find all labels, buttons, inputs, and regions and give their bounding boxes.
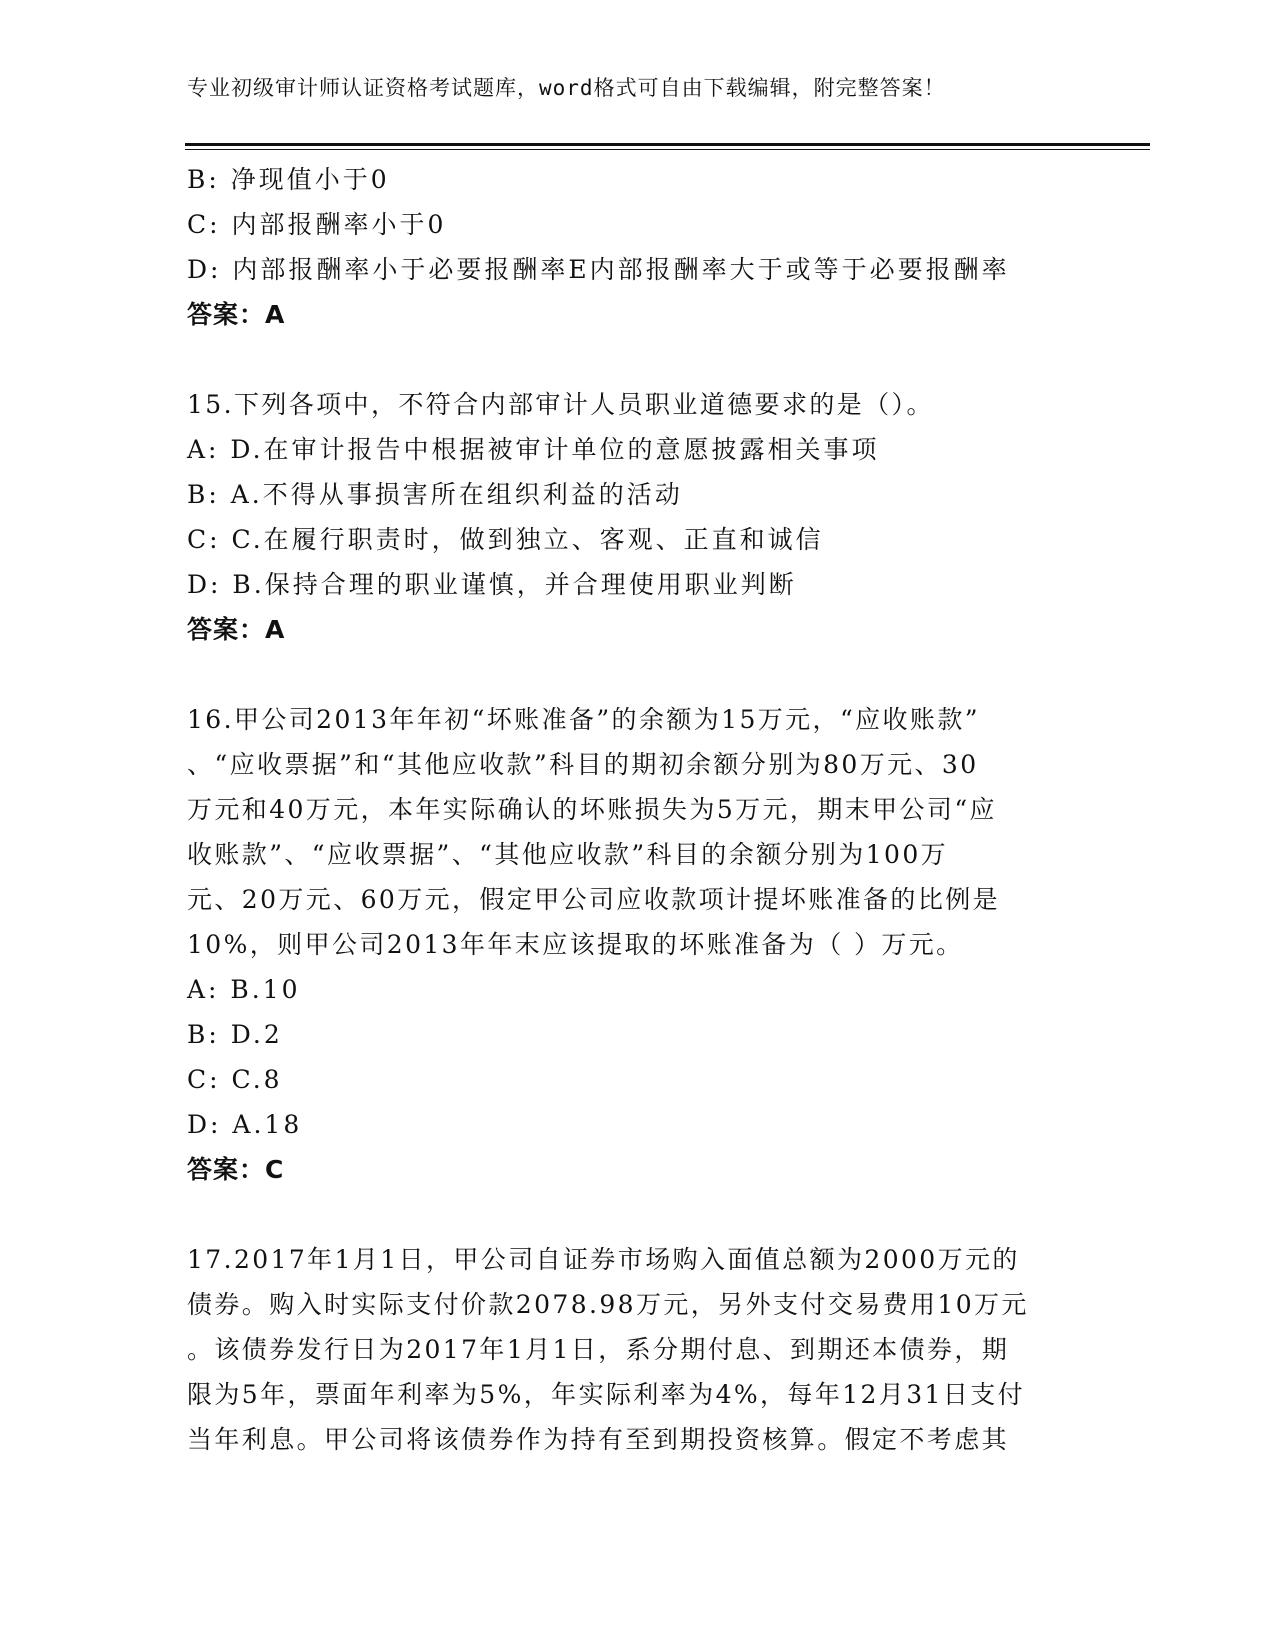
question-text-line: 限为5年，票面年利率为5%，年实际利率为4%，每年12月31日支付 xyxy=(187,1380,1026,1409)
question-text-line: 万元和40万元，本年实际确认的坏账损失为5万元，期末甲公司“应 xyxy=(187,795,997,824)
answer: 答案：A xyxy=(187,615,286,644)
option-c: C: C.在履行职责时，做到独立、客观、正直和诚信 xyxy=(187,525,824,554)
page-header: 专业初级审计师认证资格考试题库，word格式可自由下载编辑，附完整答案！ xyxy=(187,76,946,100)
question-17 xyxy=(187,1237,1087,1462)
option-b: B: 净现值小于0 xyxy=(187,165,390,194)
question-16 xyxy=(187,697,1087,1192)
header-rule-thick xyxy=(185,143,1150,146)
question-text xyxy=(187,1237,1057,1462)
question-text-line: 收账款”、“应收票据”、“其他应收款”科目的余额分别为100万 xyxy=(187,840,949,869)
option-b: B: A.不得从事损害所在组织利益的活动 xyxy=(187,480,683,509)
question-text-line: 17.2017年1月1日，甲公司自证券市场购入面值总额为2000万元的 xyxy=(187,1245,1020,1274)
answer: 答案：A xyxy=(187,300,286,329)
question-text-line: 。该债券发行日为2017年1月1日，系分期付息、到期还本债券，期 xyxy=(187,1335,1010,1364)
option-d: D: A.18 xyxy=(187,1110,303,1139)
question-text-line: 当年利息。甲公司将该债券作为持有至到期投资核算。假定不考虑其 xyxy=(187,1425,1010,1454)
header-rule-thin xyxy=(185,149,1150,150)
option-c: C: 内部报酬率小于0 xyxy=(187,210,447,239)
question-text xyxy=(187,382,1057,427)
option-d: D: 内部报酬率小于必要报酬率E内部报酬率大于或等于必要报酬率 xyxy=(187,255,1010,284)
question-15 xyxy=(187,382,1087,652)
option-a: A: D.在审计报告中根据被审计单位的意愿披露相关事项 xyxy=(187,435,880,464)
question-text-line: 、“应收票据”和“其他应收款”科目的期初余额分别为80万元、30 xyxy=(187,750,979,779)
question-text-line: 16.甲公司2013年年初“坏账准备”的余额为15万元，“应收账款” xyxy=(187,705,980,734)
answer: 答案：C xyxy=(187,1155,285,1184)
option-c: C: C.8 xyxy=(187,1065,283,1094)
option-d: D: B.保持合理的职业谨慎，并合理使用职业判断 xyxy=(187,570,797,599)
option-b: B: D.2 xyxy=(187,1020,283,1049)
question-text-line: 元、20万元、60万元，假定甲公司应收款项计提坏账准备的比例是 xyxy=(187,885,1001,914)
content xyxy=(187,157,1087,1462)
option-a: A: B.10 xyxy=(187,975,301,1004)
question-text xyxy=(187,697,1057,967)
question-text-line: 15.下列各项中，不符合内部审计人员职业道德要求的是（）。 xyxy=(187,390,934,419)
question-14-continuation xyxy=(187,157,1087,337)
question-text-line: 10%，则甲公司2013年年末应该提取的坏账准备为（ ）万元。 xyxy=(187,930,964,959)
question-text-line: 债券。购入时实际支付价款2078.98万元，另外支付交易费用10万元 xyxy=(187,1290,1029,1319)
